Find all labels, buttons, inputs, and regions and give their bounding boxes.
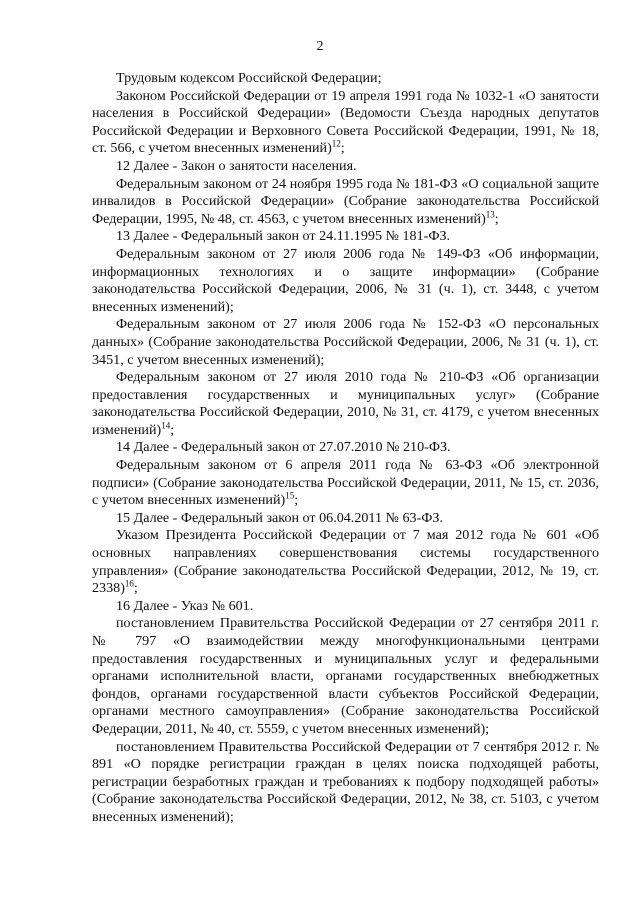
footnote-line [92, 439, 599, 457]
legal-act-paragraph [92, 527, 599, 597]
legal-act-paragraph [92, 176, 599, 229]
footnote-reference: 13 [485, 209, 495, 220]
paragraph-text: 13 Далее - Федеральный закон от 24.11.1995 № 181-ФЗ. [116, 228, 451, 245]
paragraph-text: Законом Российской Федерации от 19 апреля 1991 года № 1032-1 «О занятости населения в Российской Федерации» (Ведомости Съезда народных депутатов Российской Федерации и Верховного Совета Российской Федерации, 1991, № 18, ст. 566, с учетом внесенных изменений) [92, 87, 599, 157]
paragraph-tail: ; [133, 580, 138, 597]
paragraph-text: 12 Далее - Закон о занятости населения. [116, 157, 357, 174]
footnote-line [92, 158, 599, 176]
legal-act-paragraph [92, 88, 599, 158]
legal-act-paragraph [92, 369, 599, 439]
page-number: 2 [316, 39, 324, 54]
paragraph-tail: ; [170, 421, 175, 438]
paragraph-text: Федеральным законом от 27 июля 2010 года № 210-ФЗ «Об организации предоставления государственных и муниципальных услуг» (Собрание законодательства Российской Федерации, 2010, № 31, ст. 4179, с учетом внесенных изменений) [92, 369, 599, 438]
paragraph-text: Федеральным законом от 27 июля 2006 года № 149-ФЗ «Об информации, информационных технологиях и о защите информации» (Собрание законодательства Российской Федерации, 2006, № 31 (ч. 1), ст. 3448, с учетом внесенных изменений); [92, 245, 599, 315]
legal-act-paragraph [92, 739, 599, 827]
legal-act-paragraph [92, 246, 599, 316]
paragraph-tail: ; [294, 492, 299, 509]
footnote-line [92, 510, 599, 528]
legal-act-paragraph [92, 70, 599, 88]
legal-act-paragraph [92, 316, 599, 369]
paragraph-text: Указом Президента Российской Федерации от 7 мая 2012 года № 601 «Об основных направлениях совершенствования системы государственного управления» (Собрание законодательства Российской Федерации, 2012, № 19, ст. 2338) [92, 527, 599, 597]
footnote-reference: 14 [161, 420, 171, 431]
footnote-reference: 16 [124, 578, 134, 589]
paragraph-text: Федеральным законом от 27 июля 2006 года № 152-ФЗ «О персональных данных» (Собрание законодательства Российской Федерации, 2006, № 31 (ч. 1), ст. 3451, с учетом внесенных изменений); [92, 316, 599, 368]
paragraph-text: Трудовым кодексом Российской Федерации; [116, 70, 382, 86]
legal-act-paragraph [92, 457, 599, 510]
legal-act-paragraph [92, 615, 599, 738]
paragraph-text: Федеральным законом от 6 апреля 2011 года № 63-ФЗ «Об электронной подписи» (Собрание законодательства Российской Федерации, 2011, № 15, ст. 2036, с учетом внесенных изменений) [92, 457, 599, 509]
paragraph-text: постановлением Правительства Российской Федерации от 7 сентября 2012 г. № 891 «О порядке регистрации граждан в целях поиска подходящей работы, регистрации безработных граждан и требованиях к подбору подходящей работы» (Собрание законодательства Российской Федерации, 2012, № 38, ст. 5103, с учетом внесенных изменений); [92, 738, 599, 825]
paragraph-text: 16 Далее - Указ № 601. [116, 597, 254, 614]
document-body [92, 70, 599, 827]
footnote-reference: 15 [285, 490, 295, 501]
paragraph-text: 14 Далее - Федеральный закон от 27.07.2010 № 210-ФЗ. [116, 439, 451, 456]
paragraph-text: Федеральным законом от 24 ноября 1995 года № 181-ФЗ «О социальной защите инвалидов в Российской Федерации» (Собрание законодательства Российской Федерации, 1995, № 48, ст. 4563, с учетом внесенных изменений) [92, 175, 599, 227]
footnote-line [92, 598, 599, 616]
paragraph-text: 15 Далее - Федеральный закон от 06.04.2011 № 63-ФЗ. [116, 509, 443, 526]
paragraph-tail: ; [494, 210, 499, 227]
footnote-reference: 12 [331, 138, 341, 149]
footnote-line [92, 228, 599, 246]
paragraph-text: постановлением Правительства Российской Федерации от 27 сентября 2011 г. № 797 «О взаимодействии между многофункциональными центрами предоставления государственных и муниципальных услуг и федеральными органами исполнительной власти, органами государственных внебюджетных фондов, органами государственной власти субъектов Российской Федерации, органами местного самоуправления» (Собрание законодательства Российской Федерации, 2011, № 40, ст. 5559, с учетом внесенных изменений); [92, 615, 599, 737]
paragraph-tail: ; [340, 140, 345, 157]
